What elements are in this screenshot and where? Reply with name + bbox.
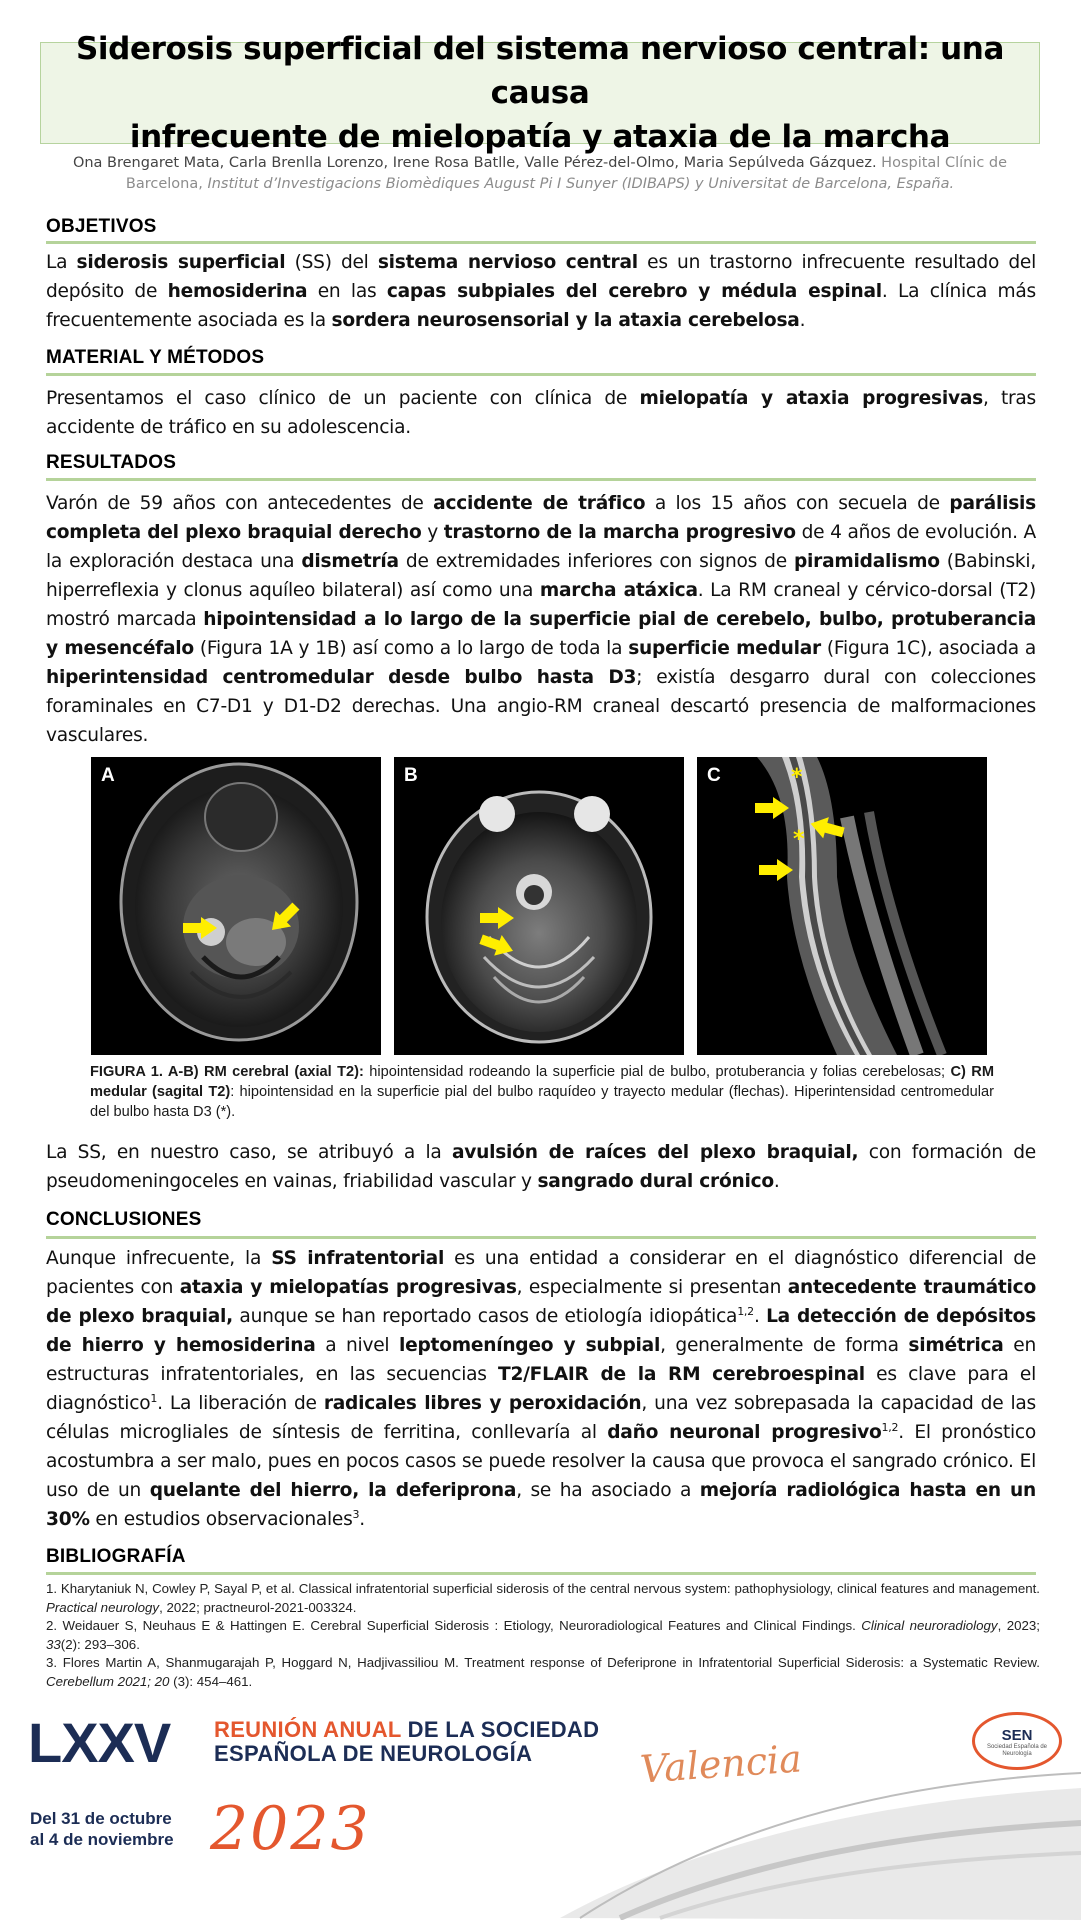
figure-mri-a	[91, 757, 381, 1055]
poster-title	[41, 27, 1039, 159]
mri-axial-b-image	[394, 757, 684, 1055]
title-line-1: Siderosis superficial del sistema nervioso central: una causa	[76, 31, 1004, 111]
conference-footer	[0, 1698, 1081, 1920]
reference-1: 1. Kharytaniuk N, Cowley P, Sayal P, et al. Classical infratentorial superficial siderosis of the central nervous system: pathophysiology, clinical features and management. Practical neurology, 2022; practneurol-2021-003324.	[46, 1581, 1040, 1615]
references-list	[46, 1580, 1040, 1692]
affiliation-institute: Institut d’Investigacions Biomèdiques August Pi I Sunyer (IDIBAPS) y Universitat de Barcelona, España.	[207, 176, 955, 192]
meeting-city: Valencia	[638, 1736, 804, 1792]
title-line-2: infrecuente de mielopatía y ataxia de la marcha	[129, 119, 951, 155]
mri-axial-a-image	[91, 757, 381, 1055]
heading-material-metodos: MATERIAL Y MÉTODOS	[46, 347, 265, 368]
figure-label-b: B	[404, 765, 418, 786]
divider-conclusiones	[46, 1236, 1036, 1239]
meeting-dates: Del 31 de octubre al 4 de noviembre	[30, 1809, 174, 1849]
sen-logo-text: SEN	[1001, 1727, 1033, 1744]
arrow-icon	[183, 917, 217, 939]
title-box	[40, 31, 1040, 155]
asterisk-marker: *	[793, 827, 805, 852]
author-names: Ona Brengaret Mata, Carla Brenlla Lorenzo, Irene Rosa Batlle, Valle Pérez-del-Olmo, Maria Sepúlveda Gázquez.	[72, 155, 877, 171]
authors-block	[40, 153, 1040, 195]
divider-objetivos	[46, 241, 1036, 244]
resultados-text: Varón de 59 años con antecedentes de accidente de tráfico a los 15 años con secuela de parálisis completa del plexo braquial derecho y trastorno de la marcha progresivo de 4 años de evolución. A la exploración destaca una dismetría de extremidades inferiores con signos de piramidalismo (Babinski, hiperreflexia y clonus aquíleo bilateral) así como una marcha atáxica. La RM craneal y cérvico-dorsal (T2) mostró marcada hipointensidad a lo largo de la superficie pial de cerebelo, bulbo, protuberancia y mesencéfalo (Figura 1A y 1B) así como a lo largo de toda la superficie medular (Figura 1C), asociada a hiperintensidad centromedular desde bulbo hasta D3; existía desgarro dural con colecciones foraminales en C7-D1 y D1-D2 derechas. Una angio-RM craneal descartó presencia de malformaciones vasculares.	[46, 493, 1036, 746]
asterisk-marker: *	[791, 765, 803, 790]
meeting-year: 2023	[210, 1794, 371, 1864]
figure-mri-b	[394, 757, 684, 1055]
figure-label-a: A	[101, 765, 115, 786]
heading-bibliografia: BIBLIOGRAFÍA	[46, 1546, 186, 1567]
heading-resultados: RESULTADOS	[46, 452, 177, 473]
reference-2: 2. Weidauer S, Neuhaus E & Hattingen E. Cerebral Superficial Siderosis : Etiology, Neuroradiological Features and Clinical Findings. Clinical neuroradiology, 2023; 33(2): 293–306.	[46, 1618, 1040, 1652]
heading-conclusiones: CONCLUSIONES	[46, 1209, 202, 1230]
mri-sagittal-c-image	[697, 757, 987, 1055]
figure-label-c: C	[707, 765, 721, 786]
figure-caption: FIGURA 1. A-B) RM cerebral (axial T2): hipointensidad rodeando la superficie pial de bulbo, protuberancia y folias cerebelosas; C) RM medular (sagital T2): hipointensidad en la superficie pial del bulbo raquídeo y trayecto medular (flechas). Hiperintensidad centromedular del bulbo hasta D3 (*).	[90, 1064, 994, 1120]
divider-material	[46, 373, 1036, 376]
affiliation-hospital: Hospital Clínic de Barcelona,	[125, 155, 1008, 192]
sen-logo	[972, 1712, 1062, 1770]
heading-objetivos: OBJETIVOS	[46, 216, 157, 237]
objetivos-text: La siderosis superficial (SS) del sistema nervioso central es un trastorno infrecuente resultado del depósito de hemosiderina en las capas subpiales del cerebro y médula espinal. La clínica más frecuentemente asociada es la sordera neurosensorial y la ataxia cerebelosa.	[46, 252, 1036, 331]
sen-logo-subtitle: Sociedad Española de Neurología	[986, 1744, 1048, 1757]
divider-resultados	[46, 478, 1036, 481]
edition-number: LXXV	[28, 1711, 171, 1774]
arrow-icon	[480, 907, 514, 929]
arrow-icon	[755, 797, 789, 819]
divider-bibliografia	[46, 1572, 1036, 1575]
meeting-name: REUNIÓN ANUAL DE LA SOCIEDAD ESPAÑOLA DE NEUROLOGÍA	[214, 1717, 600, 1766]
reference-3: 3. Flores Martin A, Shanmugarajah P, Hoggard N, Hadjivassiliou M. Treatment response of Deferiprone in Infratentorial Superficial Siderosis: a Systematic Review. Cerebellum 2021; 20 (3): 454–461.	[46, 1655, 1040, 1689]
figure-mri-c	[697, 757, 987, 1055]
material-text: Presentamos el caso clínico de un paciente con clínica de mielopatía y ataxia progresivas, tras accidente de tráfico en su adolescencia.	[46, 388, 1036, 438]
discussion-text: La SS, en nuestro caso, se atribuyó a la avulsión de raíces del plexo braquial, con formación de pseudomeningoceles en vainas, friabilidad vascular y sangrado dural crónico.	[46, 1142, 1036, 1192]
building-graphic	[560, 1768, 1081, 1920]
arrow-icon	[759, 859, 793, 881]
conclusiones-text: Aunque infrecuente, la SS infratentorial es una entidad a considerar en el diagnóstico diferencial de pacientes con ataxia y mielopatías progresivas, especialmente si presentan antecedente traumático de plexo braquial, aunque se han reportado casos de etiología idiopática$^{1,2}$. La detección de depósitos de hierro y hemosiderina a nivel leptomeníngeo y subpial, generalmente de forma simétrica en estructuras infratentoriales, en las secuencias T2/FLAIR de la RM cerebroespinal es clave para el diagnóstico$^1$. La liberación de radicales libres y peroxidación, una vez sobrepasada la capacidad de las células microgliales de síntesis de ferritina, conllevaría al daño neuronal progresivo$^{1,2}$. El pronóstico acostumbra a ser malo, pues en pocos casos se puede resolver la causa que provoca el sangrado crónico. El uso de un quelante del hierro, la deferiprona, se ha asociado a mejoría radiológica hasta en un 30% en estudios observacionales$^3$.	[46, 1248, 1037, 1530]
